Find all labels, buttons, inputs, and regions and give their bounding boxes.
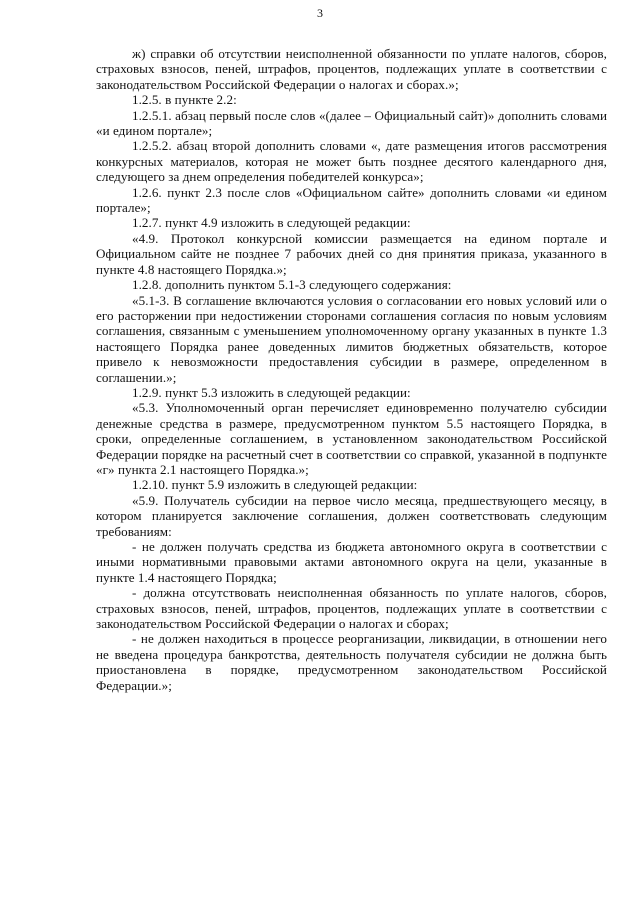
paragraph-5-3: «5.3. Уполномоченный орган перечисляет единовременно получателю субсидии денежные средства в размере, предусмотренном пунктом 5.5 настоящего Порядка, в сроки, определенные соглашением, в установленном законодательством Российской Федерации порядке на расчетный счет в соответствии со справкой, указанной в подпункте «г» пункта 2.1 настоящего Порядка.»; bbox=[96, 400, 607, 477]
paragraph-item-zh: ж) справки об отсутствии неисполненной обязанности по уплате налогов, сборов, страховых взносов, пеней, штрафов, процентов, подлежащих уплате в соответствии с законодательством Российской Федерации о налогах и сборах.»; bbox=[96, 46, 607, 92]
paragraph-5-1-3: «5.1-3. В соглашение включаются условия о согласовании его новых условий или о его расторжении при недостижении сторонами соглашения согласия по новым условиям соглашения, связанным с уменьшением уполномоченному органу указанных в пункте 1.3 настоящего Порядка ранее доведенных лимитов бюджетных обязательств, которое привело к невозможности предоставления субсидии в размере, определенном в соглашении.»; bbox=[96, 292, 607, 385]
paragraph-1-2-8: 1.2.8. дополнить пунктом 5.1-3 следующего содержания: bbox=[132, 277, 452, 293]
paragraph-5-9: «5.9. Получатель субсидии на первое число месяца, предшествующего месяцу, в котором планируется заключение соглашения, должен соответствовать следующим требованиям: bbox=[96, 492, 607, 539]
paragraph-1-2-10: 1.2.10. пункт 5.9 изложить в следующей редакции: bbox=[132, 477, 418, 493]
requirement-item-1: - не должен получать средства из бюджета автономного округа в соответствии с иными нормативными правовыми актами автономного округа на цели, указанные в пункте 1.4 настоящего Порядка; bbox=[96, 539, 607, 585]
page-number: 3 bbox=[317, 6, 323, 20]
paragraph-1-2-5: 1.2.5. в пункте 2.2: bbox=[132, 92, 237, 108]
requirement-item-2: - должна отсутствовать неисполненная обязанность по уплате налогов, сборов, страховых взносов, пеней, штрафов, процентов, подлежащих уплате в соответствии с законодательством Российской Федерации о налогах и сборах; bbox=[96, 585, 607, 632]
paragraph-1-2-5-1: 1.2.5.1. абзац первый после слов «(далее – Официальный сайт)» дополнить словами «и едином портале»; bbox=[96, 107, 607, 139]
requirement-item-3: - не должен находиться в процессе реорганизации, ликвидации, в отношении него не введена процедура банкротства, деятельность получателя субсидии не должна быть приостановлена в порядке, предусмотренном законодательством Российской Федерации.»; bbox=[96, 631, 607, 693]
paragraph-4-9: «4.9. Протокол конкурсной комиссии размещается на едином портале и Официальном сайте не позднее 7 рабочих дней со дня принятия приказа, указанного в пункте 4.8 настоящего Порядка.»; bbox=[96, 230, 607, 277]
paragraph-1-2-9: 1.2.9. пункт 5.3 изложить в следующей редакции: bbox=[132, 384, 411, 400]
paragraph-1-2-7: 1.2.7. пункт 4.9 изложить в следующей редакции: bbox=[132, 215, 411, 231]
paragraph-1-2-6: 1.2.6. пункт 2.3 после слов «Официальном сайте» дополнить словами «и едином портале»; bbox=[96, 184, 607, 216]
paragraph-1-2-5-2: 1.2.5.2. абзац второй дополнить словами «, дате размещения итогов рассмотрения конкурсных материалов, которая не может быть позднее десятого календарного дня, следующего за днем определения победителей конкурса»; bbox=[96, 138, 607, 185]
document-body bbox=[96, 46, 607, 693]
